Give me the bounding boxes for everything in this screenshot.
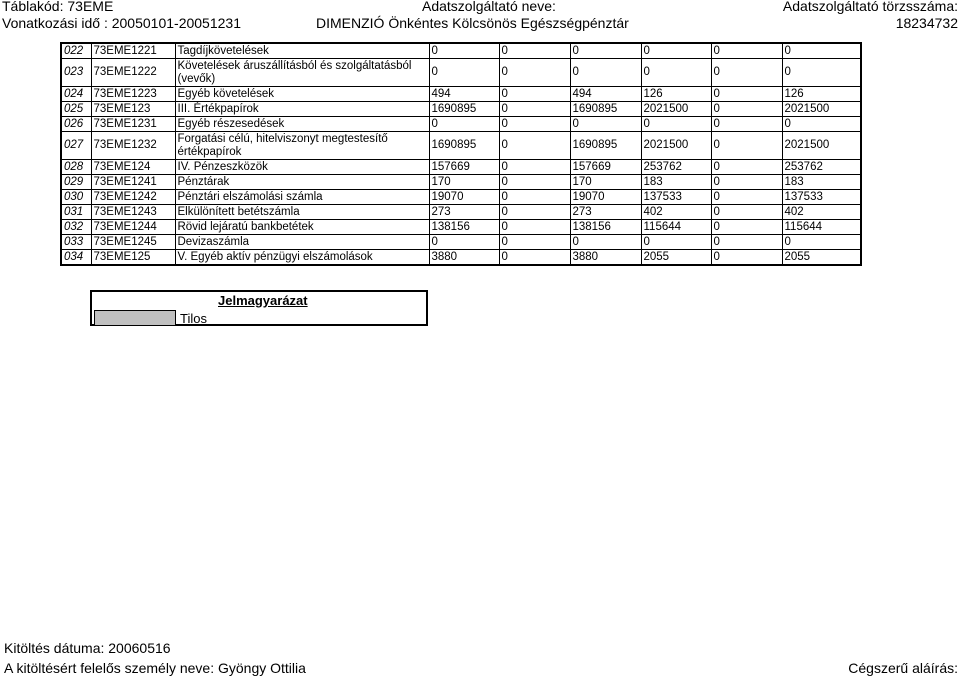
signature-label: Cégszerű aláírás: [848, 660, 958, 676]
row-name: Követelések áruszállításból és szolgáltatásból (vevők) [175, 59, 429, 87]
row-code: 73EME124 [91, 160, 175, 175]
value-5: 0 [711, 87, 782, 102]
value-4: 0 [641, 235, 711, 250]
row-number: 030 [61, 190, 91, 205]
balance-table [60, 42, 862, 266]
row-number: 028 [61, 160, 91, 175]
value-2: 0 [499, 205, 570, 220]
value-1: 0 [429, 235, 499, 250]
value-2: 0 [499, 175, 570, 190]
table-row [61, 117, 861, 132]
row-name: Pénztári elszámolási számla [175, 190, 429, 205]
value-5: 0 [711, 175, 782, 190]
provider-id-label: Adatszolgáltató törzsszáma: [782, 0, 958, 14]
value-1: 138156 [429, 220, 499, 235]
row-code: 73EME1242 [91, 190, 175, 205]
value-2: 0 [499, 59, 570, 87]
table-row [61, 102, 861, 117]
value-2: 0 [499, 250, 570, 266]
value-6: 137533 [782, 190, 861, 205]
value-4: 0 [641, 43, 711, 59]
row-code: 73EME1241 [91, 175, 175, 190]
row-code: 73EME125 [91, 250, 175, 266]
value-4: 115644 [641, 220, 711, 235]
value-5: 0 [711, 59, 782, 87]
value-4: 2021500 [641, 102, 711, 117]
legend-box [90, 290, 428, 326]
value-1: 157669 [429, 160, 499, 175]
table-row [61, 43, 861, 59]
value-4: 0 [641, 59, 711, 87]
row-number: 023 [61, 59, 91, 87]
value-2: 0 [499, 117, 570, 132]
value-6: 2021500 [782, 102, 861, 117]
value-3: 1690895 [570, 102, 641, 117]
row-code: 73EME1244 [91, 220, 175, 235]
value-6: 2021500 [782, 132, 861, 160]
value-3: 273 [570, 205, 641, 220]
value-3: 157669 [570, 160, 641, 175]
row-name: III. Értékpapírok [175, 102, 429, 117]
value-5: 0 [711, 102, 782, 117]
value-3: 494 [570, 87, 641, 102]
row-name: Forgatási célú, hitelviszonyt megtestesítő értékpapírok [175, 132, 429, 160]
row-number: 032 [61, 220, 91, 235]
value-5: 0 [711, 190, 782, 205]
table-code: Táblakód: 73EME [2, 0, 114, 14]
row-name: V. Egyéb aktív pénzügyi elszámolások [175, 250, 429, 266]
value-2: 0 [499, 87, 570, 102]
row-number: 033 [61, 235, 91, 250]
forbidden-label: Tilos [180, 311, 207, 326]
value-3: 0 [570, 43, 641, 59]
table-row [61, 160, 861, 175]
value-3: 170 [570, 175, 641, 190]
table-row [61, 132, 861, 160]
fill-date: Kitöltés dátuma: 20060516 [4, 640, 171, 656]
value-2: 0 [499, 132, 570, 160]
value-1: 273 [429, 205, 499, 220]
value-3: 0 [570, 117, 641, 132]
value-3: 138156 [570, 220, 641, 235]
value-1: 170 [429, 175, 499, 190]
value-3: 1690895 [570, 132, 641, 160]
value-4: 2055 [641, 250, 711, 266]
value-2: 0 [499, 220, 570, 235]
forbidden-swatch [94, 310, 176, 326]
value-5: 0 [711, 250, 782, 266]
value-4: 137533 [641, 190, 711, 205]
table-row [61, 190, 861, 205]
value-5: 0 [711, 43, 782, 59]
row-name: Tagdíjkövetelések [175, 43, 429, 59]
value-2: 0 [499, 160, 570, 175]
responsible-person: A kitöltésért felelős személy neve: Gyöngy Ottilia [4, 660, 306, 676]
value-1: 494 [429, 87, 499, 102]
row-name: Elkülönített betétszámla [175, 205, 429, 220]
value-3: 3880 [570, 250, 641, 266]
row-number: 025 [61, 102, 91, 117]
value-6: 0 [782, 43, 861, 59]
row-number: 024 [61, 87, 91, 102]
table-row [61, 205, 861, 220]
value-1: 19070 [429, 190, 499, 205]
value-6: 253762 [782, 160, 861, 175]
value-1: 0 [429, 59, 499, 87]
row-code: 73EME1243 [91, 205, 175, 220]
value-6: 183 [782, 175, 861, 190]
value-4: 2021500 [641, 132, 711, 160]
period: Vonatkozási idő : 20050101-20051231 [2, 15, 241, 31]
provider-name-label: Adatszolgáltató neve: [422, 0, 556, 14]
value-1: 1690895 [429, 132, 499, 160]
row-name: Egyéb követelések [175, 87, 429, 102]
provider-id: 18234732 [895, 15, 958, 31]
row-code: 73EME1223 [91, 87, 175, 102]
table-row [61, 59, 861, 87]
row-number: 027 [61, 132, 91, 160]
value-3: 19070 [570, 190, 641, 205]
value-3: 0 [570, 235, 641, 250]
value-2: 0 [499, 102, 570, 117]
table-row [61, 175, 861, 190]
value-4: 183 [641, 175, 711, 190]
row-number: 029 [61, 175, 91, 190]
provider-name: DIMENZIÓ Önkéntes Kölcsönös Egészségpénztár [316, 15, 629, 31]
row-code: 73EME1221 [91, 43, 175, 59]
value-6: 0 [782, 235, 861, 250]
row-name: Egyéb részesedések [175, 117, 429, 132]
legend-title: Jelmagyarázat [218, 293, 308, 308]
value-5: 0 [711, 160, 782, 175]
table-row [61, 235, 861, 250]
value-6: 115644 [782, 220, 861, 235]
row-number: 026 [61, 117, 91, 132]
value-5: 0 [711, 235, 782, 250]
value-1: 1690895 [429, 102, 499, 117]
row-name: IV. Pénzeszközök [175, 160, 429, 175]
value-6: 0 [782, 59, 861, 87]
value-4: 0 [641, 117, 711, 132]
row-name: Rövid lejáratú bankbetétek [175, 220, 429, 235]
value-4: 253762 [641, 160, 711, 175]
value-1: 0 [429, 117, 499, 132]
value-2: 0 [499, 43, 570, 59]
value-4: 126 [641, 87, 711, 102]
row-name: Pénztárak [175, 175, 429, 190]
row-number: 022 [61, 43, 91, 59]
table-row [61, 87, 861, 102]
row-number: 031 [61, 205, 91, 220]
value-5: 0 [711, 132, 782, 160]
value-6: 0 [782, 117, 861, 132]
row-number: 034 [61, 250, 91, 266]
value-2: 0 [499, 190, 570, 205]
value-1: 0 [429, 43, 499, 59]
row-code: 73EME1222 [91, 59, 175, 87]
value-2: 0 [499, 235, 570, 250]
value-6: 126 [782, 87, 861, 102]
row-name: Devizaszámla [175, 235, 429, 250]
row-code: 73EME1245 [91, 235, 175, 250]
value-6: 402 [782, 205, 861, 220]
table-row [61, 220, 861, 235]
row-code: 73EME1232 [91, 132, 175, 160]
value-4: 402 [641, 205, 711, 220]
row-code: 73EME123 [91, 102, 175, 117]
row-code: 73EME1231 [91, 117, 175, 132]
value-5: 0 [711, 220, 782, 235]
value-3: 0 [570, 59, 641, 87]
value-6: 2055 [782, 250, 861, 266]
value-5: 0 [711, 205, 782, 220]
value-5: 0 [711, 117, 782, 132]
value-1: 3880 [429, 250, 499, 266]
table-row [61, 250, 861, 266]
